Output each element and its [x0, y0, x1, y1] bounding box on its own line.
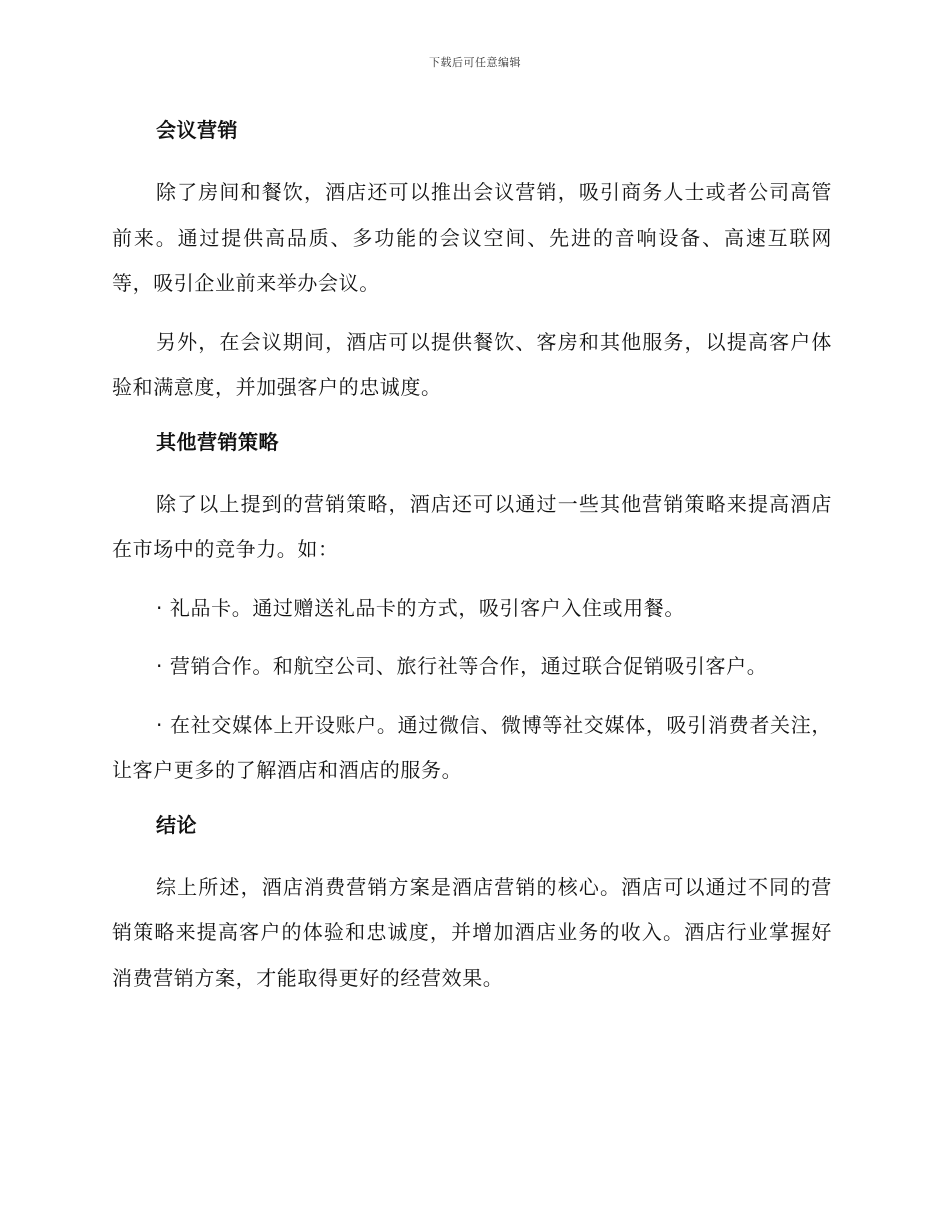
- section-heading-conclusion: 结论: [156, 812, 197, 837]
- bullet-item-gift-card: · 礼品卡。通过赠送礼品卡的方式，吸引客户入住或用餐。: [156, 595, 685, 620]
- paragraph: 综上所述，酒店消费营销方案是酒店营销的核心。酒店可以通过不同的营销策略来提高客户的体验和忠诚度，并增加酒店业务的收入。酒店行业掌握好消费营销方案，才能取得更好的经营效果。: [112, 874, 832, 990]
- paragraph: 另外，在会议期间，酒店可以提供餐饮、客房和其他服务，以提高客户体验和满意度，并加强客户的忠诚度。: [112, 329, 832, 399]
- bullet-item-social-media: · 在社交媒体上开设账户。通过微信、微博等社交媒体，吸引消费者关注，让客户更多的了解酒店和酒店的服务。: [112, 712, 832, 782]
- paragraph: 除了房间和餐饮，酒店还可以推出会议营销，吸引商务人士或者公司高管前来。通过提供高品质、多功能的会议空间、先进的音响设备、高速互联网等，吸引企业前来举办会议。: [112, 180, 832, 295]
- document-body: [112, 112, 832, 1014]
- page-header: 下载后可任意编辑: [429, 56, 521, 69]
- paragraph: 除了以上提到的营销策略，酒店还可以通过一些其他营销策略来提高酒店在市场中的竞争力。如：: [112, 491, 832, 561]
- bullet-item-partnership: · 营销合作。和航空公司、旅行社等合作，通过联合促销吸引客户。: [156, 654, 768, 678]
- section-heading-other-strategies: 其他营销策略: [156, 429, 279, 454]
- section-heading-meeting-marketing: 会议营销: [156, 118, 238, 142]
